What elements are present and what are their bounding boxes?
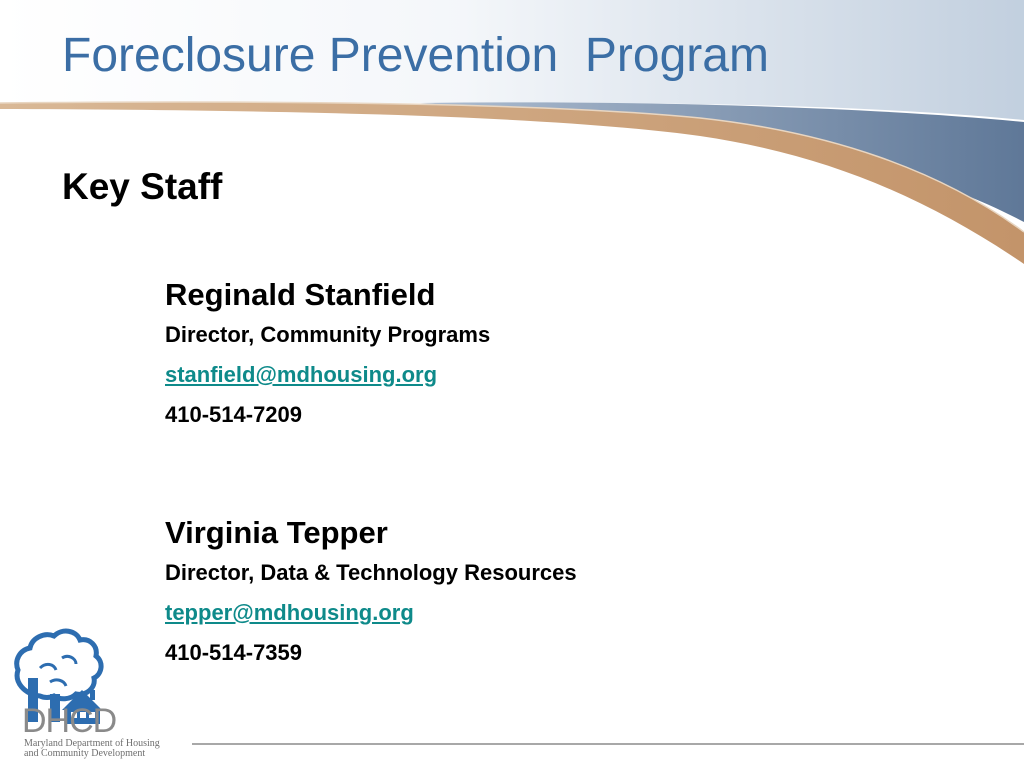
staff-email-link[interactable]: tepper@mdhousing.org: [165, 600, 414, 625]
staff-card: [165, 273, 865, 431]
staff-phone: 410-514-7359: [165, 640, 303, 665]
staff-card: [165, 511, 865, 669]
footer-divider: [192, 743, 1024, 745]
staff-role: Director, Data & Technology Resources: [165, 560, 577, 585]
staff-name: Reginald Stanfield: [165, 277, 436, 312]
logo-subtitle-line: Maryland Department of Housing: [24, 738, 160, 749]
section-heading: Key Staff: [62, 166, 223, 207]
logo-subtitle: [24, 739, 194, 759]
logo-acronym: DHCD: [22, 702, 117, 740]
staff-role: Director, Community Programs: [165, 322, 491, 347]
slide-title: Foreclosure Prevention Program: [62, 29, 769, 82]
staff-name: Virginia Tepper: [165, 515, 388, 550]
staff-email-link[interactable]: stanfield@mdhousing.org: [165, 362, 438, 387]
staff-phone: 410-514-7209: [165, 402, 303, 427]
logo-subtitle-line: and Community Development: [24, 748, 146, 759]
